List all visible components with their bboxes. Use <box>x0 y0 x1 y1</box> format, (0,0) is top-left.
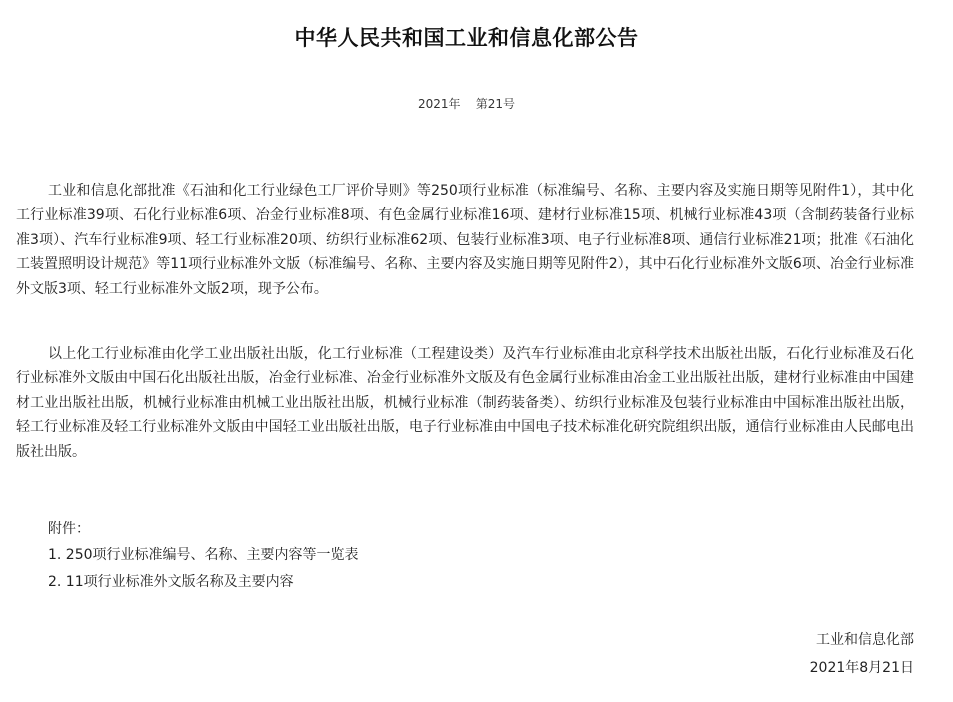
body-paragraph-publishers: 以上化工行业标准由化学工业出版社出版，化工行业标准（工程建设类）及汽车行业标准由北京科学技术出版社出版，石化行业标准及石化行业标准外文版由中国石化出版社出版，冶金行业标准、冶金行业标准外文版及有色金属行业标准由冶金工业出版社出版，建材行业标准由中国建材工业出版社出版，机械行业标准由机械工业出版社出版，机械行业标准（制药装备类）、纺织行业标准及包装行业标准由中国标准出版社出版，轻工行业标准及轻工行业标准外文版由中国轻工业出版社出版，电子行业标准由中国电子技术标准化研究院组织出版，通信行业标准由人民邮电出版社出版。 <box>16 346 914 460</box>
body-paragraph-approval: 工业和信息化部批准《石油和化工行业绿色工厂评价导则》等250项行业标准（标准编号、名称、主要内容及实施日期等见附件1），其中化工行业标准39项、石化行业标准6项、冶金行业标准8项、有色金属行业标准16项、建材行业标准15项、机械行业标准43项（含制药装备行业标准3项）、汽车行业标准9项、轻工行业标准20项、纺织行业标准62项、包装行业标准3项、电子行业标准8项、通信行业标准21项；批准《石油化工装置照明设计规范》等11项行业标准外文版（标准编号、名称、主要内容及实施日期等见附件2），其中石化行业标准外文版6项、冶金行业标准外文版3项、轻工行业标准外文版2项，现予公布。 <box>16 183 914 297</box>
issue-date: 2021年8月21日 <box>809 660 914 676</box>
attachment-item-2[interactable]: 2. 11项行业标准外文版名称及主要内容 <box>48 574 294 590</box>
issuing-authority: 工业和信息化部 <box>816 632 914 648</box>
document-number: 2021年 第21号 <box>417 97 516 111</box>
attachment-list <box>48 545 359 599</box>
attachments-label: 附件： <box>48 521 90 537</box>
page-title: 中华人民共和国工业和信息化部公告 <box>294 26 639 50</box>
signature-block <box>810 630 914 678</box>
attachment-item-1[interactable]: 1. 250项行业标准编号、名称、主要内容等一览表 <box>48 547 359 563</box>
